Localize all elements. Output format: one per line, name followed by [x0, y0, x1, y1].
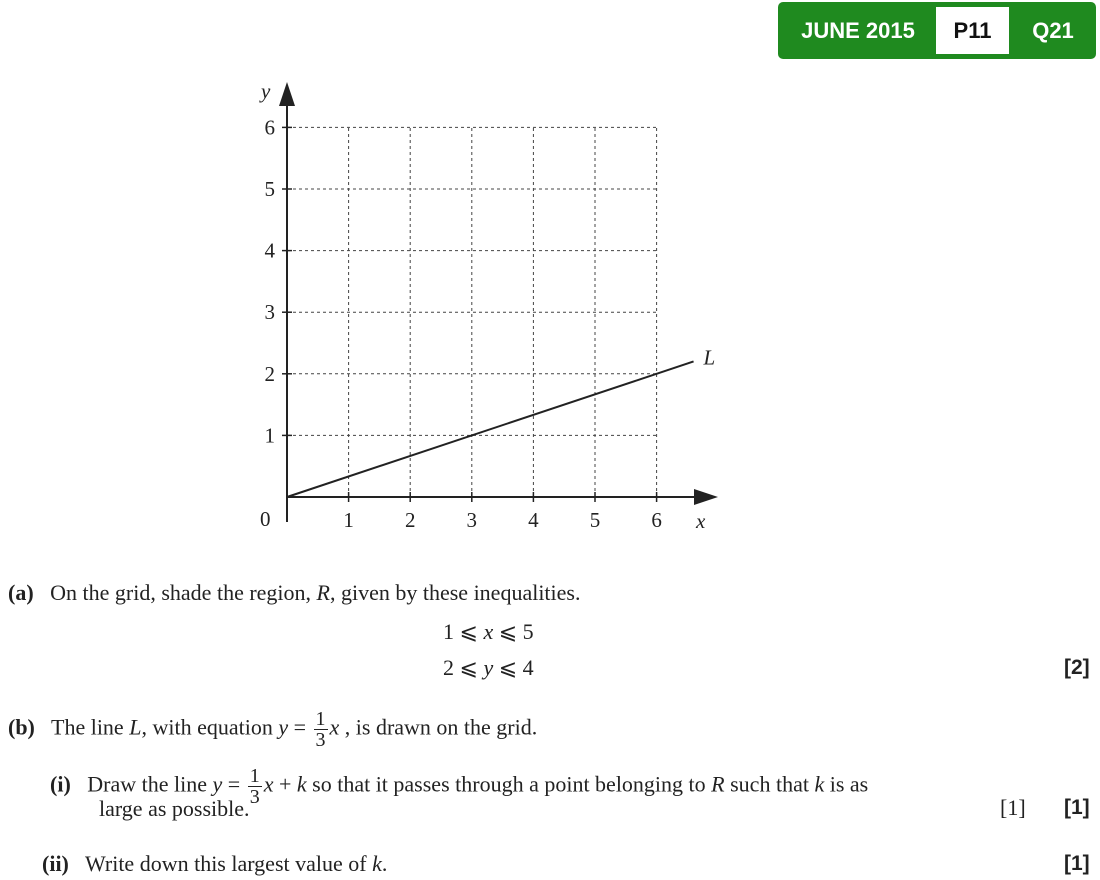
part-a-question — [8, 580, 580, 606]
part-b-frac-num: 1 — [315, 708, 326, 730]
grid-lines — [287, 127, 657, 497]
badge-paper: P11 — [936, 7, 1009, 54]
x-tick-label: 1 — [343, 508, 354, 532]
ineq2-high: 4 — [522, 655, 534, 680]
part-b-i-text-mid: so that it passes through a point belonging to — [306, 771, 712, 797]
coordinate-grid — [240, 70, 760, 550]
x-axis-arrow — [694, 489, 718, 505]
y-tick-label: 4 — [264, 238, 275, 263]
part-b-label: (b) — [8, 714, 35, 740]
part-b-i-k: k — [814, 771, 825, 797]
x-tick-label: 4 — [528, 508, 539, 532]
part-b-ii-k: k — [372, 851, 382, 876]
part-b-i-line2: large as possible. — [99, 796, 250, 821]
part-b-eq-lhs: y — [278, 714, 289, 740]
x-tick-label: 5 — [589, 508, 601, 532]
part-b-i-frac-num: 1 — [249, 765, 260, 787]
part-b-eq-var: x — [329, 714, 340, 740]
part-b-ii-text-end: . — [381, 851, 388, 876]
y-axis-arrow — [279, 82, 295, 106]
part-b-i-text-before: Draw the line — [87, 771, 213, 797]
part-b-ii-text-before: Write down this largest value of — [85, 851, 373, 876]
ineq2-low: 2 — [443, 655, 454, 680]
part-b-eq-sign: = — [288, 714, 312, 740]
part-a-marks: [2] — [1064, 656, 1090, 679]
ineq2-sym1: ⩽ — [459, 655, 478, 680]
part-b-frac-den: 3 — [315, 729, 326, 751]
x-axis-label: x — [696, 509, 706, 533]
ineq2-var: y — [483, 655, 494, 680]
part-b-i-frac-den: 3 — [249, 786, 260, 808]
line-L-label: L — [703, 345, 716, 370]
part-b-ii-question — [42, 851, 387, 877]
part-b-i-text-mid2: such that — [724, 771, 815, 797]
x-tick-label: 3 — [466, 508, 478, 532]
part-b-i-paper-mark: [1] — [1000, 795, 1026, 820]
x-tick-label: 6 — [651, 508, 662, 532]
badge-session: JUNE 2015 — [801, 18, 915, 43]
ineq1-sym1: ⩽ — [459, 619, 478, 644]
inequality-x — [443, 619, 534, 645]
y-tick-label: 3 — [264, 300, 275, 325]
part-b-question — [8, 709, 537, 750]
inequality-y — [443, 655, 534, 681]
part-b-line-name: L — [129, 714, 142, 740]
ineq1-low: 1 — [443, 619, 454, 644]
x-tick-label: 2 — [404, 508, 416, 532]
part-b-text-mid: , with equation — [141, 714, 279, 740]
part-b-i-eq-lhs: y — [212, 771, 223, 797]
ineq1-high: 5 — [522, 619, 534, 644]
ineq1-sym2: ⩽ — [498, 619, 518, 644]
part-b-ii-marks: [1] — [1064, 852, 1090, 875]
tick-labels — [265, 115, 662, 532]
part-b-i-eq-plus: + — [273, 771, 297, 797]
part-b-fraction — [314, 709, 328, 750]
origin-label: 0 — [260, 507, 271, 531]
part-b-i-fraction — [248, 766, 262, 807]
part-b-text-before: The line — [51, 714, 130, 740]
part-b-i-marks: [1] — [1064, 796, 1090, 819]
y-tick-label: 5 — [264, 177, 275, 201]
ineq1-var: x — [483, 619, 494, 644]
y-tick-label: 1 — [264, 423, 275, 448]
part-b-i-text-end: is as — [824, 771, 869, 797]
part-b-text-after: , is drawn on the grid. — [339, 714, 538, 740]
ineq2-sym2: ⩽ — [498, 655, 518, 680]
part-b-i-eq-sign: = — [222, 771, 246, 797]
part-b-ii-label: (ii) — [42, 851, 69, 876]
y-axis-label: y — [261, 79, 271, 103]
line-L — [287, 361, 694, 497]
part-b-i-region: R — [711, 771, 725, 797]
ticks — [282, 127, 657, 502]
part-b-i-eq-var: x — [263, 771, 274, 797]
part-b-i-label: (i) — [50, 771, 71, 797]
axes — [279, 82, 718, 522]
part-a-label: (a) — [8, 580, 34, 605]
part-b-i-eq-k: k — [296, 771, 307, 797]
part-a-text-after: , given by these inequalities. — [329, 580, 581, 605]
part-a-text-before: On the grid, shade the region, — [50, 580, 317, 605]
y-tick-label: 2 — [264, 361, 275, 386]
y-tick-label: 6 — [264, 115, 275, 140]
badge-question: Q21 — [1032, 18, 1074, 43]
question-badge — [778, 2, 1096, 59]
part-a-region: R — [316, 580, 330, 605]
